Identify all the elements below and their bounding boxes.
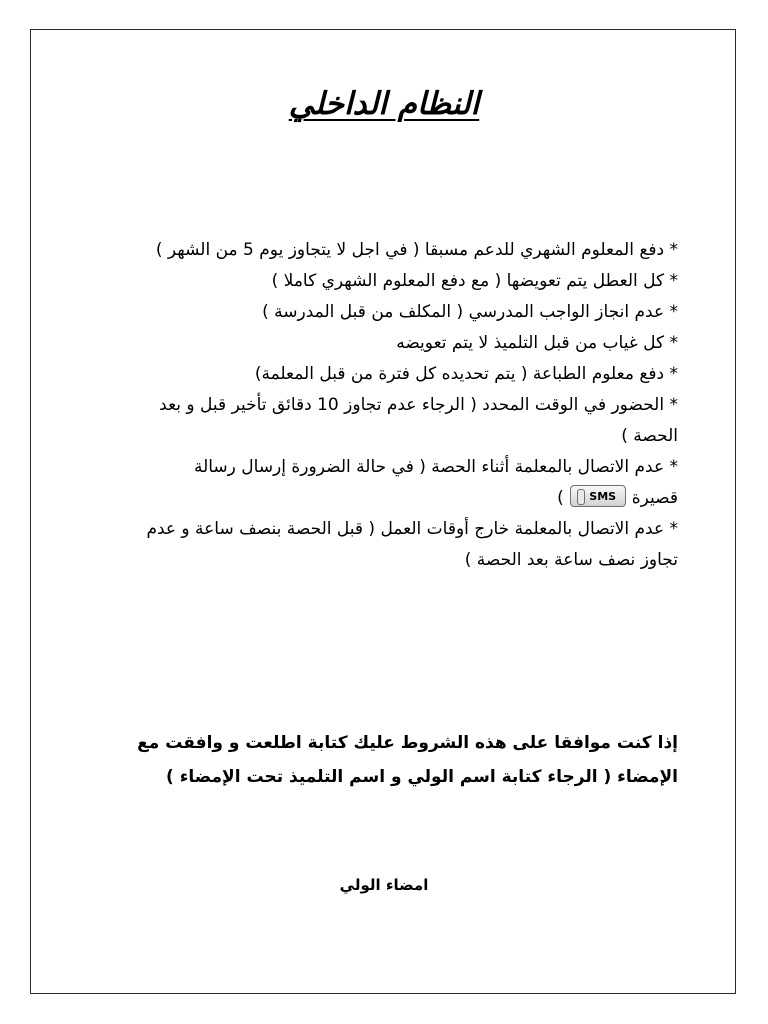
rule-absence: * كل غياب من قبل التلميذ لا يتم تعويضه: [396, 333, 678, 353]
rules-list: [146, 235, 678, 576]
rule-contact-outside-hours: * عدم الاتصال بالمعلمة خارج أوقات العمل ( قبل الحصة بنصف ساعة و عدم تجاوز نصف ساعة بعد الحصة ): [146, 519, 678, 570]
document-title: النظام الداخلي: [288, 86, 480, 122]
rule-holidays: * كل العطل يتم تعويضها ( مع دفع المعلوم الشهري كاملا ): [271, 271, 678, 291]
parent-signature-label: امضاء الولي: [339, 876, 429, 894]
rule-homework: * عدم انجاز الواجب المدرسي ( المكلف من قبل المدرسة ): [262, 302, 678, 322]
rule-printing-fee: * دفع معلوم الطباعة ( يتم تحديده كل فترة من قبل المعلمة): [254, 364, 678, 384]
rule-contact-during-closing: ): [557, 488, 564, 508]
sms-button[interactable]: SMS: [570, 485, 626, 507]
agreement-statement: إذا كنت موافقا على هذه الشروط عليك كتابة اطلعت و وافقت مع الإمضاء ( الرجاء كتابة اسم الولي و اسم التلميذ تحت الإمضاء ): [137, 733, 678, 787]
rule-contact-during-session: [146, 452, 678, 514]
rule-monthly-fee: * دفع المعلوم الشهري للدعم مسبقا ( في اجل لا يتجاوز يوم 5 من الشهر ): [155, 240, 678, 260]
rule-punctuality: * الحضور في الوقت المحدد ( الرجاء عدم تجاوز 10 دقائق تأخير قبل و بعد الحصة ): [159, 395, 678, 446]
rule-contact-during-text: * عدم الاتصال بالمعلمة أثناء الحصة ( في حالة الضرورة إرسال رسالة قصيرة: [193, 457, 678, 508]
